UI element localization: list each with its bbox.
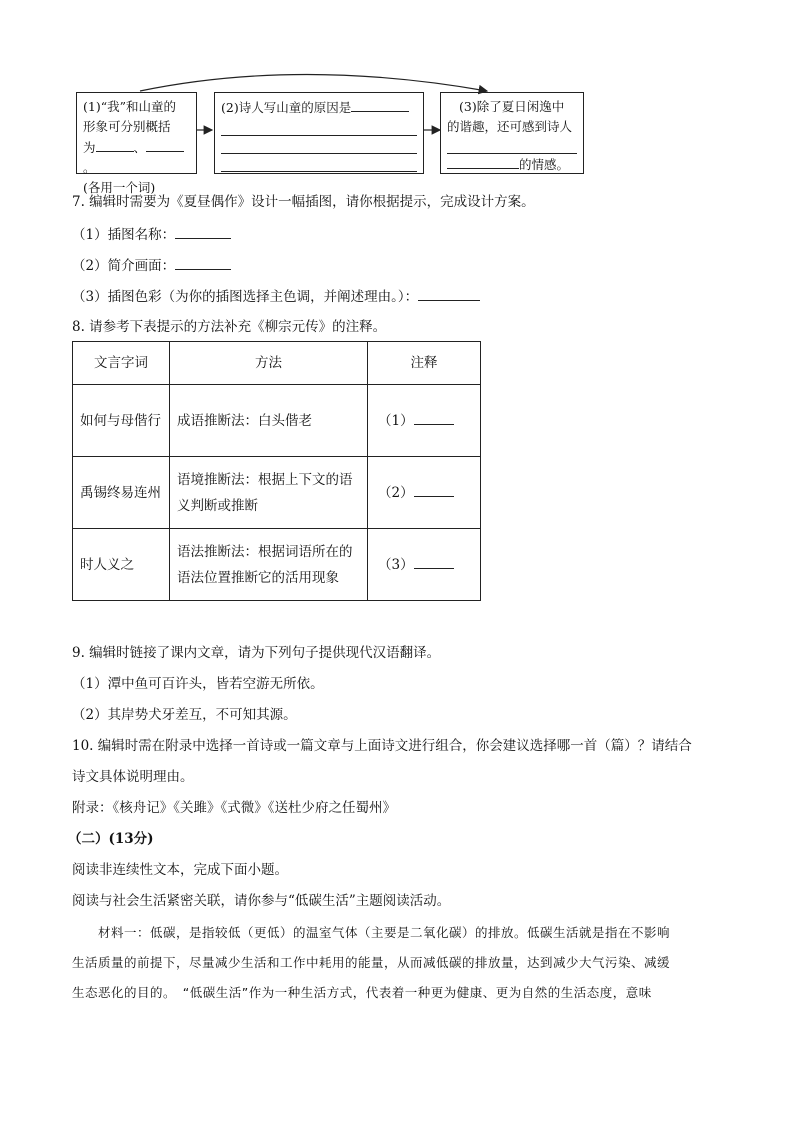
answer-line[interactable]: [221, 136, 417, 154]
answer-line[interactable]: [221, 118, 417, 136]
answer-line[interactable]: [221, 154, 417, 172]
flow-box-2: [214, 92, 424, 174]
table-row: [73, 385, 481, 457]
table-cell-word: 如何与母偕行: [73, 385, 170, 457]
answer-blank[interactable]: [96, 137, 134, 152]
section-instruction: 阅读非连续性文本，完成下面小题。: [72, 862, 288, 878]
flow-box-2-line1: [221, 97, 417, 118]
table-cell-note: [368, 385, 481, 457]
curved-arrow: [140, 75, 487, 92]
table-cell-note: [368, 457, 481, 529]
line3-pre: 为: [83, 140, 96, 155]
answer-blank[interactable]: [146, 137, 184, 152]
answer-blank[interactable]: [414, 554, 454, 569]
flow-box-1: [76, 92, 197, 195]
q9-item2: （2）其岸势犬牙差互，不可知其源。: [72, 707, 297, 723]
q7-item1-label: （1）插图名称：: [72, 227, 176, 243]
line3-mid: 、: [133, 140, 147, 155]
flow-box-1-line1: (1)“我”和山童的: [83, 99, 176, 114]
q7-item2-label: （2）简介画面：: [72, 258, 176, 274]
line4-post: 的情感。: [519, 157, 570, 172]
table-cell-word: 时人义之: [73, 529, 170, 601]
table-cell-method: 语境推断法：根据上下文的语义判断或推断: [170, 457, 368, 529]
flow-box-2-text: (2)诗人写山童的原因是: [221, 100, 352, 115]
q7-item3: [72, 286, 480, 307]
flow-box-3-line2: 的谐趣，还可感到诗人: [447, 119, 573, 134]
table-cell-method: 成语推断法：白头偕老: [170, 385, 368, 457]
q10-appendix: 附录：《核舟记》《关雎》《式微》《送杜少府之任蜀州》: [72, 800, 396, 816]
flow-box-1-line3: [83, 137, 190, 178]
q7-item3-label: （3）插图色彩（为你的插图选择主色调，并阐述理由。）：: [72, 289, 419, 305]
q8-stem: 8. 请参考下表提示的方法补充《柳宗元传》的注释。: [72, 319, 387, 335]
flow-box-1-line4: (各用一个词): [83, 180, 156, 195]
table-header-cell: 文言字词: [73, 342, 170, 385]
q7-item2: [72, 255, 231, 276]
table-row: [73, 529, 481, 601]
section-intro: 阅读与社会生活紧密关联，请你参与“低碳生活”主题阅读活动。: [72, 893, 451, 909]
flow-box-3-line4: [447, 154, 577, 175]
material-line: 生活质量的前提下，尽量减少生活和工作中耗用的能量，从而减低碳的排放量，达到减少大气污染、减缓: [72, 955, 671, 970]
flow-box-3-line1: (3)除了夏日闲逸中: [459, 99, 565, 114]
q7-item1: [72, 224, 231, 245]
section-heading: （二）(13分): [68, 831, 154, 847]
note-label: （1）: [378, 412, 414, 429]
table-header-cell: 方法: [170, 342, 368, 385]
answer-blank[interactable]: [418, 286, 480, 301]
line3-post: 。: [83, 160, 96, 175]
note-label: （3）: [378, 556, 414, 573]
flow-box-1-line2: 形象可分别概括: [83, 119, 171, 134]
table-header-row: [73, 342, 481, 385]
table-cell-method: 语法推断法：根据词语所在的语法位置推断它的活用现象: [170, 529, 368, 601]
q9-item1: （1）潭中鱼可百许头，皆若空游无所依。: [72, 676, 324, 692]
q10-stem-line2: 诗文具体说明理由。: [72, 769, 194, 785]
material-paragraph: [72, 918, 722, 1008]
answer-blank[interactable]: [414, 410, 454, 425]
answer-blank[interactable]: [414, 482, 454, 497]
answer-blank[interactable]: [175, 255, 231, 270]
q9-stem: 9. 编辑时链接了课内文章，请为下列句子提供现代汉语翻译。: [72, 645, 441, 661]
answer-blank[interactable]: [175, 224, 231, 239]
answer-blank[interactable]: [447, 154, 519, 169]
q7-stem: 7. 编辑时需要为《夏昼偶作》设计一幅插图，请你根据提示，完成设计方案。: [72, 194, 535, 210]
material-line: 生态恶化的目的。 “低碳生活”作为一种生活方式，代表着一种更为健康、更为自然的生活态度，意味: [72, 985, 652, 1000]
note-label: （2）: [378, 484, 414, 501]
answer-line[interactable]: [447, 137, 577, 154]
material-line: 材料一：低碳，是指较低（更低）的温室气体（主要是二氧化碳）的排放。低碳生活就是指在不影响: [98, 925, 671, 940]
table-cell-note: [368, 529, 481, 601]
notes-table: [72, 341, 481, 601]
q10-stem-line1: 10. 编辑时需在附录中选择一首诗或一篇文章与上面诗文进行组合，你会建议选择哪一首（篇）？请结合: [72, 738, 692, 754]
flow-box-3: [440, 92, 584, 174]
table-header-cell: 注释: [368, 342, 481, 385]
table-row: [73, 457, 481, 529]
table-cell-word: 禹锡终易连州: [73, 457, 170, 529]
answer-blank[interactable]: [351, 97, 409, 112]
